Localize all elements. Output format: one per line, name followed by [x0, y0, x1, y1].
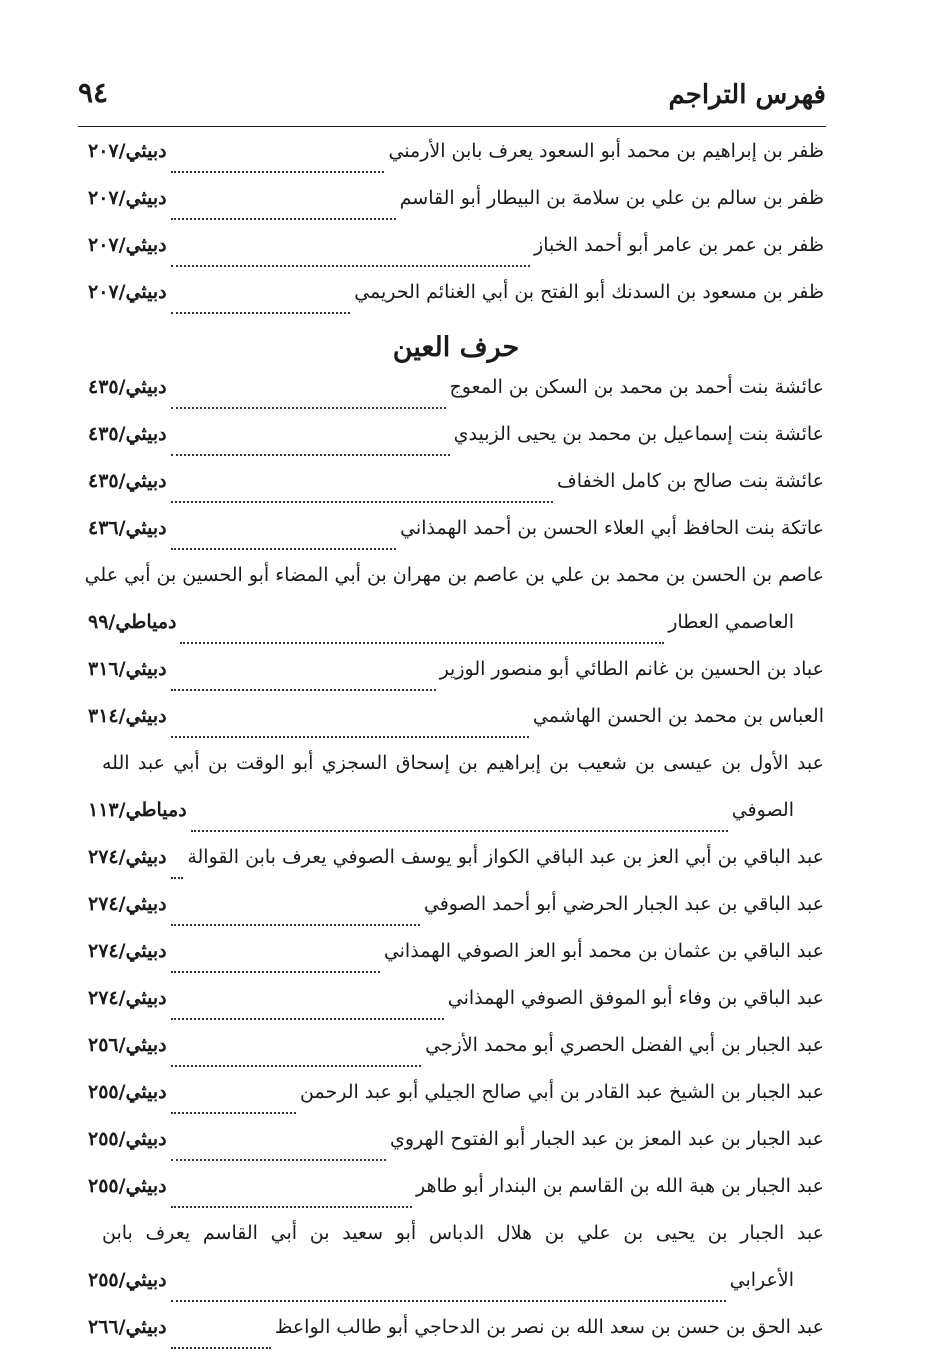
- leader-dots: [171, 876, 184, 879]
- entry-reference: دبيثي/٤٣٥: [88, 423, 167, 445]
- entry-name-continuation: الصوفي: [731, 799, 794, 821]
- entry-name: عبد الجبار بن يحيى بن علي بن هلال الدباس أبو سعيد بن أبي القاسم يعرف بابن: [102, 1222, 824, 1244]
- entry-reference: دبيثي/٢٠٧: [88, 140, 167, 162]
- entry-name: عبد الباقي بن أبي العز بن عبد الباقي الكواز أبو يوسف الصوفي يعرف بابن القوالة: [187, 846, 824, 868]
- index-entry: [88, 376, 824, 423]
- page-header: [78, 72, 826, 127]
- index-entry: [88, 846, 824, 893]
- index-entry: [88, 517, 824, 564]
- entry-name: عبد الباقي بن وفاء أبو الموفق الصوفي الهمذاني: [447, 987, 824, 1009]
- entry-reference: دبيثي/٢٠٧: [88, 281, 167, 303]
- entry-reference: دبيثي/٣١٤: [88, 705, 167, 727]
- entry-name: ظفر بن عمر بن عامر أبو أحمد الخباز: [534, 234, 824, 256]
- entry-reference: دبيثي/٣١٦: [88, 658, 167, 680]
- page-title: فهرس التراجم: [668, 80, 826, 110]
- entry-name: عباد بن الحسين بن غانم الطائي أبو منصور الوزير: [439, 658, 824, 680]
- index-entry: [88, 1128, 824, 1175]
- entry-reference: دبيثي/٢٧٤: [88, 940, 167, 962]
- entry-name: عبد الباقي بن عثمان بن محمد أبو العز الصوفي الهمذاني: [383, 940, 824, 962]
- leader-dots: [171, 311, 351, 314]
- index-entry: [88, 140, 824, 187]
- index-entry: [88, 1081, 824, 1128]
- entry-reference: دبيثي/٢٦٦: [88, 1316, 167, 1338]
- index-entry: [88, 1034, 824, 1081]
- leader-dots: [171, 264, 530, 267]
- entry-name: عبد الباقي بن عبد الجبار الحرضي أبو أحمد الصوفي: [423, 893, 824, 915]
- entry-reference: دمياطي/١١٣: [88, 799, 187, 821]
- leader-dots: [171, 170, 385, 173]
- entry-name: ظفر بن إبراهيم بن محمد أبو السعود يعرف بابن الأرمني: [388, 140, 824, 162]
- index-entries: [84, 140, 824, 1363]
- leader-dots: [171, 500, 553, 503]
- leader-dots: [171, 1158, 386, 1161]
- entry-reference: دبيثي/٢٧٤: [88, 893, 167, 915]
- entry-name: عبد الجبار بن الشيخ عبد القادر بن أبي صالح الجيلي أبو عبد الرحمن: [300, 1081, 824, 1103]
- entry-name: عبد الأول بن عيسى بن شعيب بن إبراهيم بن إسحاق السجزي أبو الوقت بن أبي عبد الله: [102, 752, 824, 774]
- entry-reference: دبيثي/٢٥٥: [88, 1269, 167, 1291]
- entry-name: عاصم بن الحسن بن محمد بن علي بن عاصم بن مهران بن أبي المضاء أبو الحسين بن أبي علي: [84, 564, 824, 586]
- entry-name: عائشة بنت إسماعيل بن محمد بن يحيى الزبيدي: [453, 423, 824, 445]
- entry-name: عائشة بنت صالح بن كامل الخفاف: [557, 470, 824, 492]
- entry-name: العباس بن محمد بن الحسن الهاشمي: [532, 705, 824, 727]
- entry-reference: دبيثي/٤٣٥: [88, 376, 167, 398]
- entry-name: عائشة بنت أحمد بن محمد بن السكن بن المعوج: [449, 376, 824, 398]
- index-entry: [88, 893, 824, 940]
- leader-dots: [191, 829, 728, 832]
- entry-reference: دبيثي/٢٥٦: [88, 1034, 167, 1056]
- leader-dots: [180, 641, 664, 644]
- entry-name: ظفر بن سالم بن علي بن سلامة بن البيطار أبو القاسم: [399, 187, 824, 209]
- index-entry-multiline: [88, 752, 824, 846]
- entry-name: عاتكة بنت الحافظ أبي العلاء الحسن بن أحمد الهمذاني: [400, 517, 824, 539]
- index-entry-multiline: [84, 564, 824, 658]
- entry-name: ظفر بن مسعود بن السدنك أبو الفتح بن أبي الغنائم الحريمي: [354, 281, 824, 303]
- page-number: ٩٤: [78, 76, 109, 109]
- leader-dots: [171, 1299, 726, 1302]
- leader-dots: [171, 547, 396, 550]
- entry-reference: دبيثي/٢٠٧: [88, 234, 167, 256]
- index-entry: [88, 658, 824, 705]
- entry-reference: دمياطي/٩٩: [88, 611, 177, 633]
- leader-dots: [171, 453, 450, 456]
- entry-reference: دبيثي/٤٣٦: [88, 517, 167, 539]
- section-heading: حرف العين: [392, 332, 520, 363]
- leader-dots: [171, 1205, 412, 1208]
- leader-dots: [171, 688, 436, 691]
- index-entry: [88, 234, 824, 281]
- index-entry: [88, 987, 824, 1034]
- index-entry: [88, 187, 824, 234]
- entry-name: عبد الجبار بن هبة الله بن القاسم بن البندار أبو طاهر: [416, 1175, 824, 1197]
- leader-dots: [171, 970, 380, 973]
- entry-name-continuation: الأعرابي: [729, 1269, 794, 1291]
- index-entry: [88, 705, 824, 752]
- index-entry: [88, 1316, 824, 1363]
- entry-reference: دبيثي/٢٧٤: [88, 987, 167, 1009]
- leader-dots: [171, 217, 396, 220]
- index-entry: [88, 470, 824, 517]
- leader-dots: [171, 1017, 444, 1020]
- entry-reference: دبيثي/٢٥٥: [88, 1175, 167, 1197]
- entry-continuation: [88, 611, 824, 658]
- entry-name: عبد الجبار بن عبد المعز بن عبد الجبار أبو الفتوح الهروي: [389, 1128, 824, 1150]
- entry-reference: دبيثي/٤٣٥: [88, 470, 167, 492]
- entry-continuation: [88, 799, 824, 846]
- leader-dots: [171, 923, 420, 926]
- entry-reference: دبيثي/٢٥٥: [88, 1128, 167, 1150]
- index-entry: [88, 1175, 824, 1222]
- entry-name-continuation: العاصمي العطار: [668, 611, 794, 633]
- entry-continuation: [88, 1269, 824, 1316]
- entry-name: عبد الحق بن حسن بن سعد الله بن نصر بن الدحاجي أبو طالب الواعظ: [274, 1316, 824, 1338]
- index-entry: [88, 423, 824, 470]
- leader-dots: [171, 1346, 271, 1349]
- index-entry-multiline: [88, 1222, 824, 1316]
- leader-dots: [171, 1064, 421, 1067]
- leader-dots: [171, 406, 446, 409]
- entry-reference: دبيثي/٢٠٧: [88, 187, 167, 209]
- leader-dots: [171, 1111, 296, 1114]
- entry-name: عبد الجبار بن أبي الفضل الحصري أبو محمد الأزجي: [425, 1034, 824, 1056]
- index-entry: [88, 281, 824, 328]
- leader-dots: [171, 735, 529, 738]
- index-entry: [88, 940, 824, 987]
- entry-reference: دبيثي/٢٧٤: [88, 846, 167, 868]
- entry-reference: دبيثي/٢٥٥: [88, 1081, 167, 1103]
